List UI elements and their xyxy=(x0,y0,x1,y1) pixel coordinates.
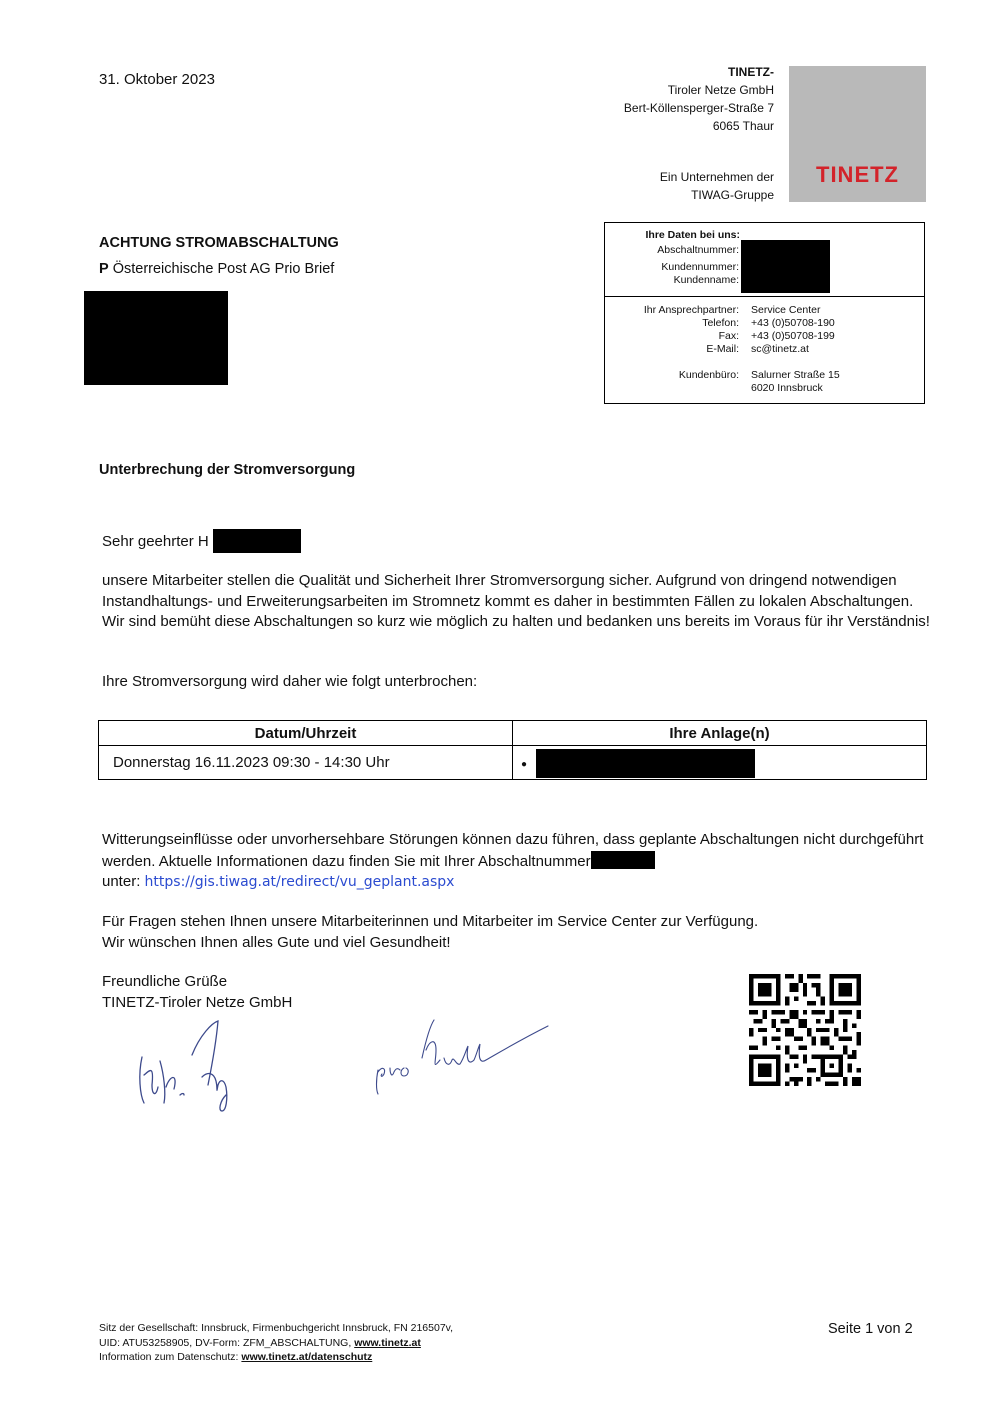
salutation: Sehr geehrter H xyxy=(102,533,209,550)
telefon-label: Telefon: xyxy=(702,317,739,329)
buero-line1: Salurner Straße 15 xyxy=(751,369,840,381)
page-number: Seite 1 von 2 xyxy=(828,1321,913,1337)
footer-line xyxy=(99,1350,453,1365)
redacted-outage-number xyxy=(591,851,655,869)
postage-line xyxy=(99,261,334,277)
email-label: E-Mail: xyxy=(706,343,739,355)
letter-subject: Unterbrechung der Stromversorgung xyxy=(99,462,356,478)
footer-line: Sitz der Gesellschaft: Innsbruck, Firmenbuchgericht Innsbruck, FN 216507v, xyxy=(99,1322,454,1334)
footer-text: UID: ATU53258905, DV-Form: ZFM_ABSCHALTUNG, xyxy=(99,1336,355,1349)
table-header-row xyxy=(99,721,927,746)
sender-line: Bert-Köllensperger-Straße 7 xyxy=(623,101,774,115)
attention-heading: ACHTUNG STROMABSCHALTUNG xyxy=(99,235,339,251)
body-paragraph: unsere Mitarbeiter stellen die Qualität und Sicherheit Ihrer Stromversorgung sicher. Aufgrund von dringend notwendigen Instandhaltungs- und Erweiterungsarbeiten im Stromnetz kommt es daher in bestimmten Fällen zu lokalen Abschaltungen. Wir sind bemüht diese Abschaltungen so kurz wie möglich zu halten und bedanken uns bereits im Voraus für ihr Verständnis! xyxy=(102,572,930,630)
column-header-datetime: Datum/Uhrzeit xyxy=(99,721,513,746)
footer-text: Information zum Datenschutz: xyxy=(99,1351,242,1363)
sender-line: 6065 Thaur xyxy=(712,119,774,133)
redacted-recipient-name xyxy=(213,529,301,553)
info-heading: Ihre Daten bei uns: xyxy=(645,229,740,241)
email-value: sc@tinetz.at xyxy=(751,343,809,355)
body-paragraph: Ihre Stromversorgung wird daher wie folgt unterbrochen: xyxy=(102,673,478,690)
customer-info-box xyxy=(604,222,925,404)
group-line: Ein Unternehmen der xyxy=(659,170,774,184)
buero-label: Kundenbüro: xyxy=(678,369,739,381)
company-logo xyxy=(789,66,926,202)
footer-line xyxy=(99,1336,453,1351)
signature-1 xyxy=(130,1015,250,1115)
abschaltnummer-label: Abschaltnummer: xyxy=(657,244,739,256)
closing-line: TINETZ-Tiroler Netze GmbH xyxy=(102,993,293,1011)
body-paragraph xyxy=(102,912,932,953)
group-note xyxy=(660,168,774,204)
redacted-customer-data xyxy=(741,240,830,293)
closing-line: Freundliche Grüße xyxy=(102,973,228,990)
column-header-installations: Ihre Anlage(n) xyxy=(513,721,927,746)
paragraph-line: Wir wünschen Ihnen alles Gute und viel Gesundheit! xyxy=(102,933,451,951)
letter-date: 31. Oktober 2023 xyxy=(99,71,215,88)
info-divider xyxy=(605,296,924,297)
kundenname-label: Kundenname: xyxy=(673,274,739,286)
group-line: TIWAG-Gruppe xyxy=(691,188,774,202)
outage-datetime-cell: Donnerstag 16.11.2023 09:30 - 14:30 Uhr xyxy=(99,746,513,780)
outage-schedule-table xyxy=(98,720,927,780)
kundennummer-label: Kundennummer: xyxy=(661,261,739,273)
bullet-icon: ● xyxy=(521,759,528,770)
paragraph-text: Witterungseinflüsse oder unvorhersehbare Störungen können dazu führen, dass geplante Abschaltungen nicht durchgeführt werden. Aktuelle Informationen dazu finden Sie mit Ihrer Abschaltnummer xyxy=(102,831,924,870)
postage-text: Österreichische Post AG Prio Brief xyxy=(108,261,335,277)
sender-address xyxy=(624,63,774,135)
fax-label: Fax: xyxy=(718,330,739,342)
partner-value: Service Center xyxy=(751,304,821,316)
outage-info-link[interactable]: https://gis.tiwag.at/redirect/vu_geplant.aspx xyxy=(144,874,455,890)
sender-line: TINETZ- xyxy=(728,65,774,79)
installations-cell xyxy=(513,746,927,780)
qr-code xyxy=(749,974,861,1086)
footer-legal xyxy=(99,1321,453,1365)
redacted-recipient-address xyxy=(84,291,228,385)
postage-prefix: P xyxy=(99,261,109,277)
body-paragraph xyxy=(102,830,932,893)
paragraph-line: Für Fragen stehen Ihnen unsere Mitarbeiterinnen und Mitarbeiter im Service Center zur Verfügung. xyxy=(102,913,759,930)
logo-text: TINETZ xyxy=(816,162,899,187)
privacy-link[interactable]: www.tinetz.at/datenschutz xyxy=(241,1351,373,1363)
fax-value: +43 (0)50708-199 xyxy=(751,330,835,342)
paragraph-text: unter: xyxy=(102,873,145,890)
website-link[interactable]: www.tinetz.at xyxy=(354,1336,421,1349)
table-row xyxy=(99,746,927,780)
partner-label: Ihr Ansprechpartner: xyxy=(643,304,739,316)
telefon-value: +43 (0)50708-190 xyxy=(751,317,835,329)
buero-line2: 6020 Innsbruck xyxy=(751,382,823,394)
redacted-installation xyxy=(536,749,755,778)
signature-2 xyxy=(370,1010,560,1100)
sender-line: Tiroler Netze GmbH xyxy=(667,83,774,97)
